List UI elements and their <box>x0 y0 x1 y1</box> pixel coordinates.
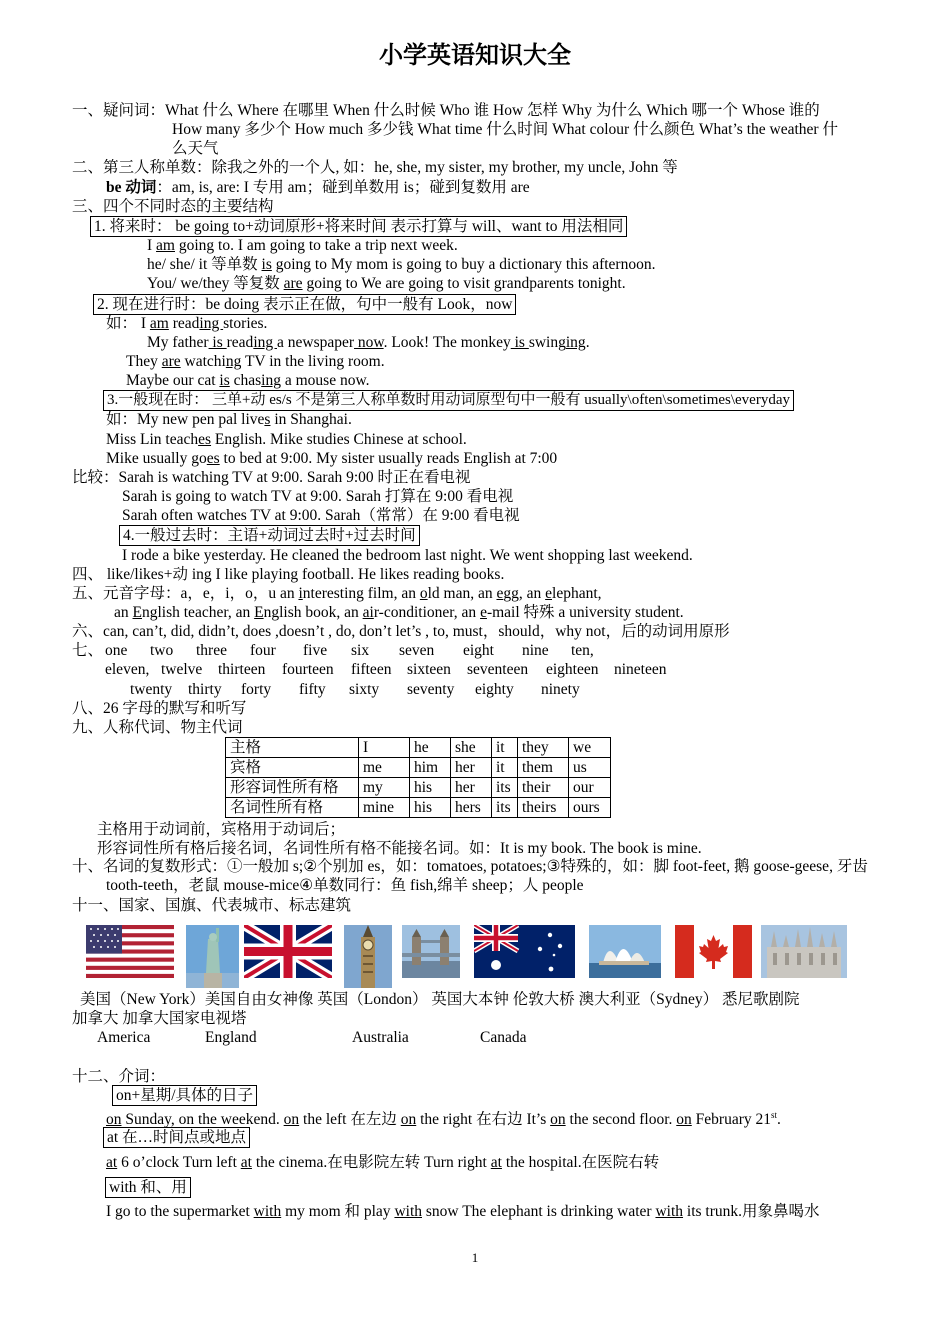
number-word: seven <box>399 642 435 659</box>
number-word: fourteen <box>282 661 334 678</box>
number-word: eleven, <box>105 661 150 678</box>
number-word: eighteen <box>546 661 599 678</box>
pronoun-note-1: 主格用于动词前，宾格用于动词后； <box>97 821 346 838</box>
number-word: four <box>250 642 276 659</box>
section-6: 六、can, can’t, did, didn’t, does ,doesn’t , do, don’t let’s , to, must，should，why not，后的动词用原形 <box>72 623 730 640</box>
number-word: sixteen <box>407 661 451 678</box>
section-2-be-verb <box>106 178 530 197</box>
simple-past-example: I rode a bike yesterday. He cleaned the bedroom last night. We went shopping last weekend. <box>122 547 693 564</box>
number-word: twelve <box>161 661 203 678</box>
number-word: ten, <box>571 642 594 659</box>
usa-flag-icon <box>86 925 174 978</box>
continuous-example-1: 如： I am reading stories. <box>106 315 268 332</box>
be-verb-label: be 动词 <box>106 179 157 196</box>
future-tense-box: 1. 将来时： be going to+动词原形+将来时间 表示打算与 will、want to 用法相同 <box>90 216 627 237</box>
cn-tower-icon <box>761 925 847 978</box>
sydney-opera-house-icon <box>589 925 661 978</box>
country-name: England <box>205 1029 257 1046</box>
landmark-caption-1: 美国（New York）美国自由女神像 英国（London） 英国大本钟 伦敦大桥 澳大利亚（Sydney） 悉尼歌剧院 <box>80 991 800 1008</box>
future-example-1: I am going to. I am going to take a trip next week. <box>147 237 458 254</box>
table-row: 形容词性所有格 my his her its their our <box>226 778 611 798</box>
comparison-line-3: Sarah often watches TV at 9:00. Sarah（常常）在 9:00 看电视 <box>122 507 520 524</box>
future-example-3: You/ we/they 等复数 are going to We are going to visit grandparents tonight. <box>147 275 626 292</box>
landmark-caption-2: 加拿大 加拿大国家电视塔 <box>72 1010 247 1027</box>
table-row: 主格 I he she it they we <box>226 738 611 758</box>
number-word: fifteen <box>351 661 392 678</box>
section-1-line-1: 一、疑问词：What 什么 Where 在哪里 When 什么时候 Who 谁 How 怎样 Why 为什么 Which 哪一个 Whose 谁的 <box>72 102 820 119</box>
section-5-line-2: an English teacher, an English book, an air-conditioner, an e-mail 特殊 a university student. <box>114 604 684 621</box>
preposition-with-box: with 和、用 <box>105 1177 191 1198</box>
simple-past-box: 4.一般过去时：主语+动词过去时+过去时间 <box>119 525 420 546</box>
number-word: nine <box>522 642 549 659</box>
section-1-line-3: 么天气 <box>172 140 219 157</box>
section-10-line-1: 十、名词的复数形式：①一般加 s;②个别加 es，如：tomatoes, potatoes;③特殊的，如：脚 foot-feet, 鹅 goose-geese, 牙齿 <box>72 858 868 875</box>
present-continuous-box: 2. 现在进行时：be doing 表示正在做，句中一般有 Look，now <box>93 294 516 315</box>
number-word: seventy <box>407 681 455 698</box>
section-5-line-1: 五、元音字母：a，e，i，o，u an interesting film, an old man, an egg, an elephant, <box>72 585 602 602</box>
pronoun-note-2: 形容词性所有格后接名词，名词性所有格不能接名词。如：It is my book. The book is mine. <box>97 840 702 857</box>
number-word: fifty <box>299 681 326 698</box>
pronoun-table <box>225 737 611 818</box>
number-word: thirty <box>188 681 222 698</box>
country-name: America <box>97 1029 151 1046</box>
preposition-on-examples: on Sunday, on the weekend. on the left 在左边 on the right 在右边 It’s on the second floor. on February 21st. <box>106 1110 781 1129</box>
simple-present-box: 3.一般现在时： 三单+动 es/s 不是第三人称单数时用动词原型句中一般有 usually\often\sometimes\everyday <box>103 390 794 411</box>
canada-flag-icon <box>675 925 752 978</box>
number-word: six <box>351 642 370 659</box>
preposition-at-examples: at 6 o’clock Turn left at the cinema.在电影院左转 Turn right at the hospital.在医院右转 <box>106 1154 660 1171</box>
australia-flag-icon <box>474 925 575 978</box>
section-1-line-2: How many 多少个 How much 多少钱 What time 什么时间 What colour 什么颜色 What’s the weather 什 <box>172 121 838 138</box>
number-word: ninety <box>541 681 580 698</box>
tower-bridge-icon <box>402 925 460 978</box>
preposition-on-box: on+星期/具体的日子 <box>112 1085 257 1106</box>
country-name: Australia <box>352 1029 409 1046</box>
section-11-heading: 十一、国家、国旗、代表城市、标志建筑 <box>72 897 352 914</box>
number-word: one <box>105 642 128 659</box>
continuous-example-4: Maybe our cat is chasing a mouse now. <box>126 372 370 389</box>
number-word: twenty <box>130 681 173 698</box>
preposition-at-box: at 在…时间点或地点 <box>103 1127 250 1148</box>
number-word: five <box>303 642 328 659</box>
statue-of-liberty-icon <box>186 925 239 988</box>
simple-present-example-1: 如：My new pen pal lives in Shanghai. <box>106 411 352 428</box>
country-name: Canada <box>480 1029 527 1046</box>
section-4: 四、 like/likes+动 ing I like playing football. He likes reading books. <box>72 566 505 583</box>
simple-present-example-2: Miss Lin teaches English. Mike studies Chinese at school. <box>106 431 467 448</box>
number-word: nineteen <box>614 661 667 678</box>
number-word: three <box>196 642 227 659</box>
section-7-heading: 七、 <box>72 642 104 659</box>
section-10-line-2: tooth-teeth，老鼠 mouse-mice④单数同行：鱼 fish,绵羊 sheep；人 people <box>106 877 584 894</box>
number-word: thirteen <box>218 661 266 678</box>
simple-present-example-3: Mike usually goes to bed at 9:00. My sister usually reads English at 7:00 <box>106 450 558 467</box>
continuous-example-3: They are watching TV in the living room. <box>126 353 385 370</box>
number-word: forty <box>241 681 272 698</box>
table-row: 宾格 me him her it them us <box>226 758 611 778</box>
number-word: eighty <box>475 681 514 698</box>
comparison-line-2: Sarah is going to watch TV at 9:00. Sarah 打算在 9:00 看电视 <box>122 488 514 505</box>
table-row: 名词性所有格 mine his hers its theirs ours <box>226 798 611 818</box>
section-3-heading: 三、四个不同时态的主要结构 <box>72 198 274 215</box>
section-9-heading: 九、人称代词、物主代词 <box>72 719 243 736</box>
be-verb-text: ：am, is, are: I 专用 am；碰到单数用 is；碰到复数用 are <box>156 179 530 196</box>
uk-flag-icon <box>244 925 332 978</box>
section-8: 八、26 字母的默写和听写 <box>72 700 247 717</box>
future-example-2: he/ she/ it 等单数 is going to My mom is going to buy a dictionary this afternoon. <box>147 256 656 273</box>
number-word: seventeen <box>467 661 529 678</box>
continuous-example-2: My father is reading a newspaper now. Look! The monkey is swinging. <box>147 334 590 351</box>
page-number: 1 <box>471 1250 479 1265</box>
section-12-heading: 十二、介词： <box>72 1068 166 1085</box>
number-word: two <box>150 642 174 659</box>
section-2-line-1: 二、第三人称单数：除我之外的一个人, 如：he, she, my sister, my brother, my uncle, John 等 <box>72 159 678 176</box>
preposition-with-examples: I go to the supermarket with my mom 和 play with snow The elephant is drinking water with its trunk.用象鼻喝水 <box>106 1203 820 1220</box>
big-ben-icon <box>344 925 392 988</box>
page-title: 小学英语知识大全 <box>379 41 571 69</box>
number-word: eight <box>463 642 494 659</box>
comparison-line-1: 比较：Sarah is watching TV at 9:00. Sarah 9:00 时正在看电视 <box>72 469 471 486</box>
number-word: sixty <box>349 681 380 698</box>
